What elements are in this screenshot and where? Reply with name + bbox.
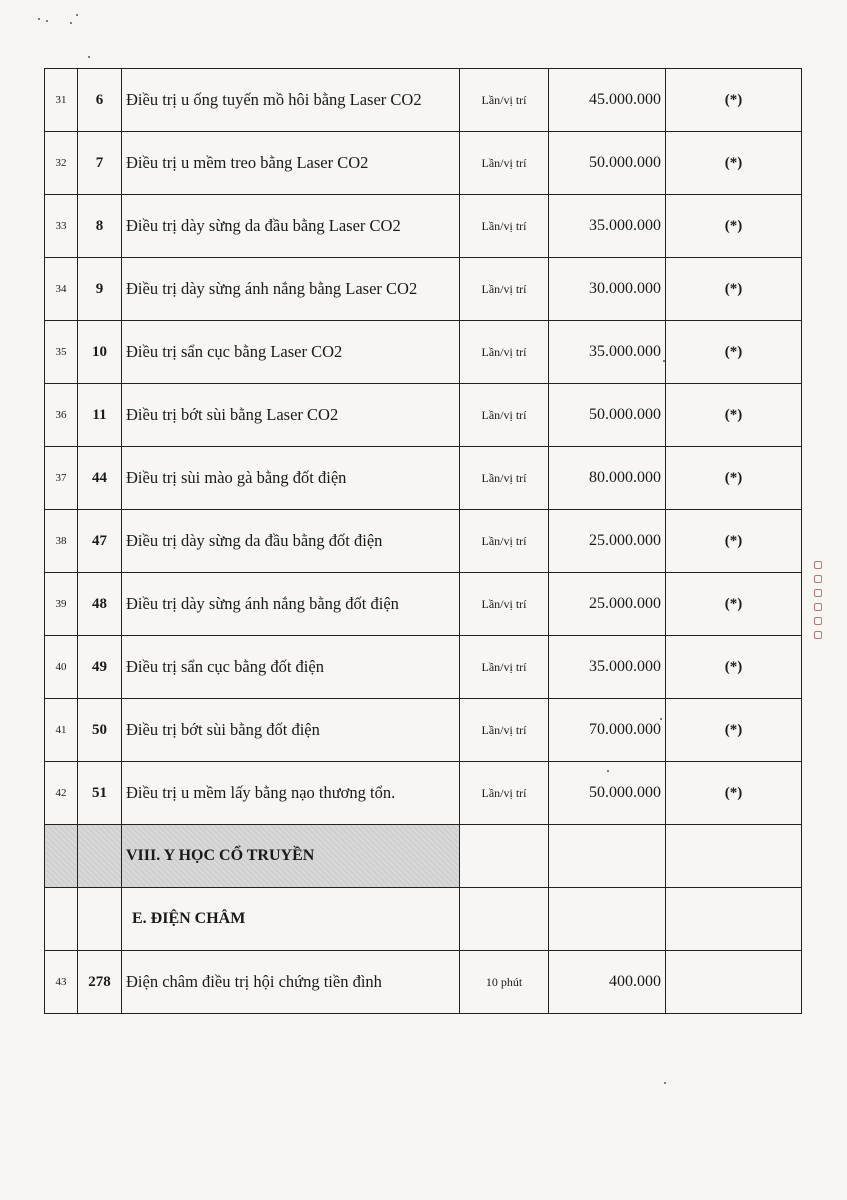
row-stt: 43 — [45, 951, 78, 1014]
table-row — [45, 447, 802, 510]
row-service-name: Điều trị u ống tuyến mồ hôi bằng Laser CO2 — [122, 69, 460, 132]
section-note-cell — [666, 825, 802, 888]
row-price: 45.000.000 — [549, 69, 666, 132]
row-stt: 39 — [45, 573, 78, 636]
table-row — [45, 636, 802, 699]
table-row — [45, 384, 802, 447]
row-service-name: Điều trị dày sừng da đầu bằng đốt điện — [122, 510, 460, 573]
row-note: (*) — [666, 384, 802, 447]
row-unit: Lần/vị trí — [460, 132, 549, 195]
row-unit: Lần/vị trí — [460, 447, 549, 510]
section-code-cell — [78, 825, 122, 888]
row-stt: 42 — [45, 762, 78, 825]
row-price: 80.000.000 — [549, 447, 666, 510]
subsection-code-cell — [78, 888, 122, 951]
row-unit: Lần/vị trí — [460, 321, 549, 384]
row-unit: Lần/vị trí — [460, 573, 549, 636]
section-row — [45, 825, 802, 888]
row-unit: Lần/vị trí — [460, 384, 549, 447]
row-code: 44 — [78, 447, 122, 510]
table-row — [45, 258, 802, 321]
section-stt-cell — [45, 825, 78, 888]
row-unit: Lần/vị trí — [460, 69, 549, 132]
row-price: 35.000.000 — [549, 195, 666, 258]
row-stt: 33 — [45, 195, 78, 258]
section-unit-cell — [460, 825, 549, 888]
section-title: VIII. Y HỌC CỔ TRUYỀN — [122, 825, 460, 888]
row-code: 10 — [78, 321, 122, 384]
row-code: 51 — [78, 762, 122, 825]
row-service-name: Điều trị sẩn cục bằng đốt điện — [122, 636, 460, 699]
row-note: (*) — [666, 69, 802, 132]
row-code: 8 — [78, 195, 122, 258]
row-price: 50.000.000 — [549, 384, 666, 447]
row-stt: 32 — [45, 132, 78, 195]
section-price-cell — [549, 825, 666, 888]
row-stt: 41 — [45, 699, 78, 762]
row-code: 6 — [78, 69, 122, 132]
row-unit: Lần/vị trí — [460, 510, 549, 573]
table-row — [45, 573, 802, 636]
row-note: (*) — [666, 195, 802, 258]
row-service-name: Điều trị u mềm treo bằng Laser CO2 — [122, 132, 460, 195]
table-row — [45, 195, 802, 258]
row-stt: 38 — [45, 510, 78, 573]
subsection-title: E. ĐIỆN CHÂM — [122, 888, 460, 951]
row-unit: Lần/vị trí — [460, 195, 549, 258]
row-stt: 35 — [45, 321, 78, 384]
row-service-name: Điều trị dày sừng ánh nắng bằng Laser CO2 — [122, 258, 460, 321]
row-unit: Lần/vị trí — [460, 699, 549, 762]
row-note — [666, 951, 802, 1014]
margin-stamp-marks — [812, 555, 824, 675]
table-row — [45, 699, 802, 762]
price-table — [44, 68, 802, 1014]
row-code: 278 — [78, 951, 122, 1014]
row-price: 50.000.000 — [549, 132, 666, 195]
subsection-price-cell — [549, 888, 666, 951]
row-price: 35.000.000 — [549, 321, 666, 384]
row-price: 400.000 — [549, 951, 666, 1014]
subsection-stt-cell — [45, 888, 78, 951]
row-service-name: Điều trị dày sừng da đầu bằng Laser CO2 — [122, 195, 460, 258]
row-stt: 34 — [45, 258, 78, 321]
row-service-name: Điều trị sẩn cục bằng Laser CO2 — [122, 321, 460, 384]
table-row — [45, 321, 802, 384]
row-note: (*) — [666, 762, 802, 825]
row-code: 50 — [78, 699, 122, 762]
row-code: 9 — [78, 258, 122, 321]
row-note: (*) — [666, 636, 802, 699]
row-price: 50.000.000 — [549, 762, 666, 825]
row-service-name: Điều trị sùi mào gà bằng đốt điện — [122, 447, 460, 510]
row-service-name: Điện châm điều trị hội chứng tiền đình — [122, 951, 460, 1014]
row-note: (*) — [666, 510, 802, 573]
row-note: (*) — [666, 258, 802, 321]
price-table-body — [45, 69, 802, 1014]
row-price: 25.000.000 — [549, 573, 666, 636]
row-note: (*) — [666, 699, 802, 762]
row-price: 25.000.000 — [549, 510, 666, 573]
row-stt: 37 — [45, 447, 78, 510]
row-code: 7 — [78, 132, 122, 195]
row-code: 48 — [78, 573, 122, 636]
subsection-note-cell — [666, 888, 802, 951]
row-service-name: Điều trị bớt sùi bằng Laser CO2 — [122, 384, 460, 447]
row-code: 47 — [78, 510, 122, 573]
row-price: 70.000.000 — [549, 699, 666, 762]
row-note: (*) — [666, 573, 802, 636]
table-row — [45, 132, 802, 195]
row-unit: Lần/vị trí — [460, 762, 549, 825]
subsection-row — [45, 888, 802, 951]
row-price: 30.000.000 — [549, 258, 666, 321]
row-note: (*) — [666, 132, 802, 195]
row-note: (*) — [666, 447, 802, 510]
row-stt: 31 — [45, 69, 78, 132]
row-stt: 40 — [45, 636, 78, 699]
subsection-unit-cell — [460, 888, 549, 951]
row-code: 11 — [78, 384, 122, 447]
table-row — [45, 762, 802, 825]
table-row — [45, 951, 802, 1014]
table-row — [45, 69, 802, 132]
row-note: (*) — [666, 321, 802, 384]
row-unit: 10 phút — [460, 951, 549, 1014]
row-price: 35.000.000 — [549, 636, 666, 699]
row-service-name: Điều trị u mềm lấy bằng nạo thương tổn. — [122, 762, 460, 825]
row-code: 49 — [78, 636, 122, 699]
row-unit: Lần/vị trí — [460, 636, 549, 699]
row-service-name: Điều trị bớt sùi bằng đốt điện — [122, 699, 460, 762]
row-stt: 36 — [45, 384, 78, 447]
table-row — [45, 510, 802, 573]
row-service-name: Điều trị dày sừng ánh nắng bằng đốt điện — [122, 573, 460, 636]
row-unit: Lần/vị trí — [460, 258, 549, 321]
